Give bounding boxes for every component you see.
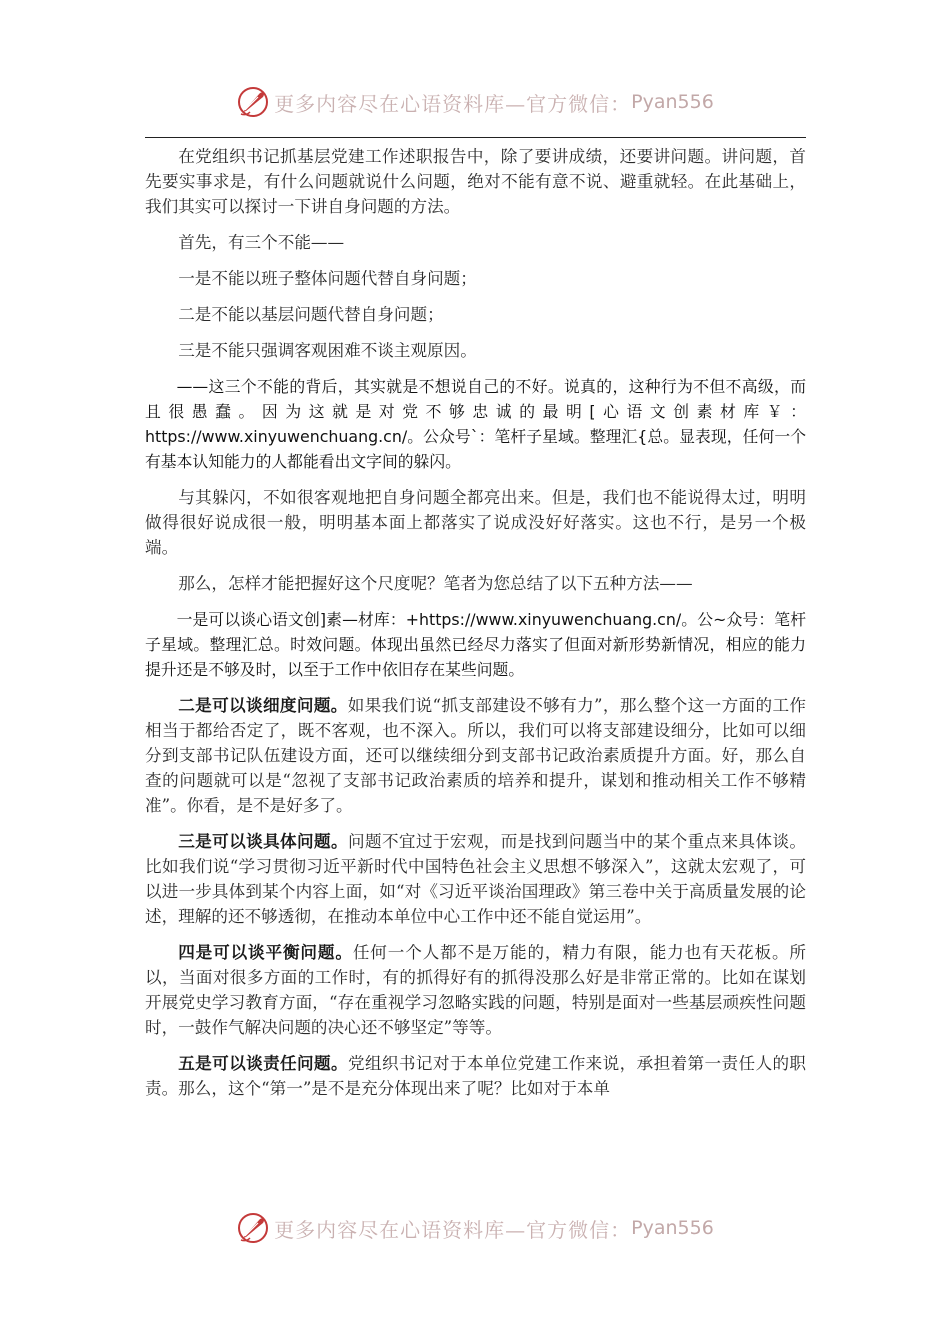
paragraph-three-cannots: 首先，有三个不能—— xyxy=(178,233,345,252)
quill-logo-icon xyxy=(236,1211,270,1245)
paragraph-intro: 在党组织书记抓基层党建工作述职报告中，除了要讲成绩，还要讲问题。讲问题，首先要实事求是，有什么问题就说什么问题，绝对不能有意不说、避重就轻。在此基础上，我们其实可以探讨一下讲自身问题的方法。 xyxy=(145,147,806,216)
paragraph-behind-cannots: ——这三个不能的背后，其实就是不想说自己的不好。说真的，这种行为不但不高级，而且很愚蠢。因为这就是对党不够忠诚的最明[心语文创素材库￥：https://www.xinyuwenchuang.cn/。公众号`：笔杆子星域。整理汇{总。显表现，任何一个有基本认知能力的人都能看出文字间的躲闪。 xyxy=(145,377,806,471)
document-body xyxy=(145,144,806,1112)
paragraph-method-2 xyxy=(145,693,806,818)
paragraph-method-4 xyxy=(145,940,806,1040)
paragraph-method-1: 一是可以谈心语文创]素—材库：+https://www.xinyuwenchuang.cn/。公~众号：笔杆子星域。整理汇总。时效问题。体现出虽然已经尽力落实了但面对新形势新情况，相应的能力提升还是不够及时，以至于工作中依旧存在某些问题。 xyxy=(145,610,806,679)
paragraph-objective: 与其躲闪，不如很客观地把自身问题全都亮出来。但是，我们也不能说得太过，明明做得很好说成很一般，明明基本面上都落实了说成没好好落实。这也不行，是另一个极端。 xyxy=(145,488,806,557)
watermark-text: 更多内容尽在心语资料库—官方微信： xyxy=(274,91,632,116)
quill-logo-icon xyxy=(236,85,270,119)
paragraph-cannot-1: 一是不能以班子整体问题代替自身问题； xyxy=(178,269,477,288)
watermark-wechat: Pyan556 xyxy=(631,91,714,113)
paragraph-cannot-3: 三是不能只强调客观困难不谈主观原因。 xyxy=(178,341,477,360)
method-2-body: 如果我们说“抓支部建设不够有力”，那么整个这一方面的工作相当于都给否定了，既不客观，也不深入。所以，我们可以将支部建设细分，比如可以细分到支部书记队伍建设方面，还可以继续细分到支部书记政治素质提升方面。好，那么自查的问题就可以是“忽视了支部书记政治素质的培养和提升，谋划和推动相关工作不够精准”。你看，是不是好多了。 xyxy=(145,696,806,815)
method-3-body: 问题不宜过于宏观，而是找到问题当中的某个重点来具体谈。比如我们说“学习贯彻习近平新时代中国特色社会主义思想不够深入”，这就太宏观了，可以进一步具体到某个内容上面，如“对《习近平谈治国理政》第三卷中关于高质量发展的论述，理解的还不够透彻，在推动本单位中心工作中还不能自觉运用”。 xyxy=(145,832,807,926)
footer-watermark xyxy=(0,1208,950,1248)
paragraph-method-3 xyxy=(145,829,806,929)
paragraph-five-methods: 那么，怎样才能把握好这个尺度呢？笔者为您总结了以下五种方法—— xyxy=(178,574,693,593)
method-5-lead: 五是可以谈责任问题。 xyxy=(178,1053,348,1073)
header-rule xyxy=(145,137,806,138)
paragraph-cannot-2: 二是不能以基层问题代替自身问题； xyxy=(178,305,444,324)
paragraph-method-5 xyxy=(145,1051,806,1101)
header-watermark xyxy=(0,82,950,122)
watermark-wechat: Pyan556 xyxy=(631,1217,714,1239)
method-4-body: 任何一个人都不是万能的，精力有限，能力也有天花板。所以，当面对很多方面的工作时，有的抓得好有的抓得没那么好是非常正常的。比如在谋划开展党史学习教育方面，“存在重视学习忽略实践的问题，特别是面对一些基层顽疾性问题时，一鼓作气解决问题的决心还不够坚定”等等。 xyxy=(145,943,807,1037)
method-5-body: 党组织书记对于本单位党建工作来说，承担着第一责任人的职责。那么，这个“第一”是不是充分体现出来了呢？比如对于本单 xyxy=(145,1054,807,1098)
watermark-text: 更多内容尽在心语资料库—官方微信： xyxy=(274,1217,632,1242)
method-4-lead: 四是可以谈平衡问题。 xyxy=(178,942,353,962)
method-2-lead: 二是可以谈细度问题。 xyxy=(178,695,348,715)
method-3-lead: 三是可以谈具体问题。 xyxy=(178,831,348,851)
